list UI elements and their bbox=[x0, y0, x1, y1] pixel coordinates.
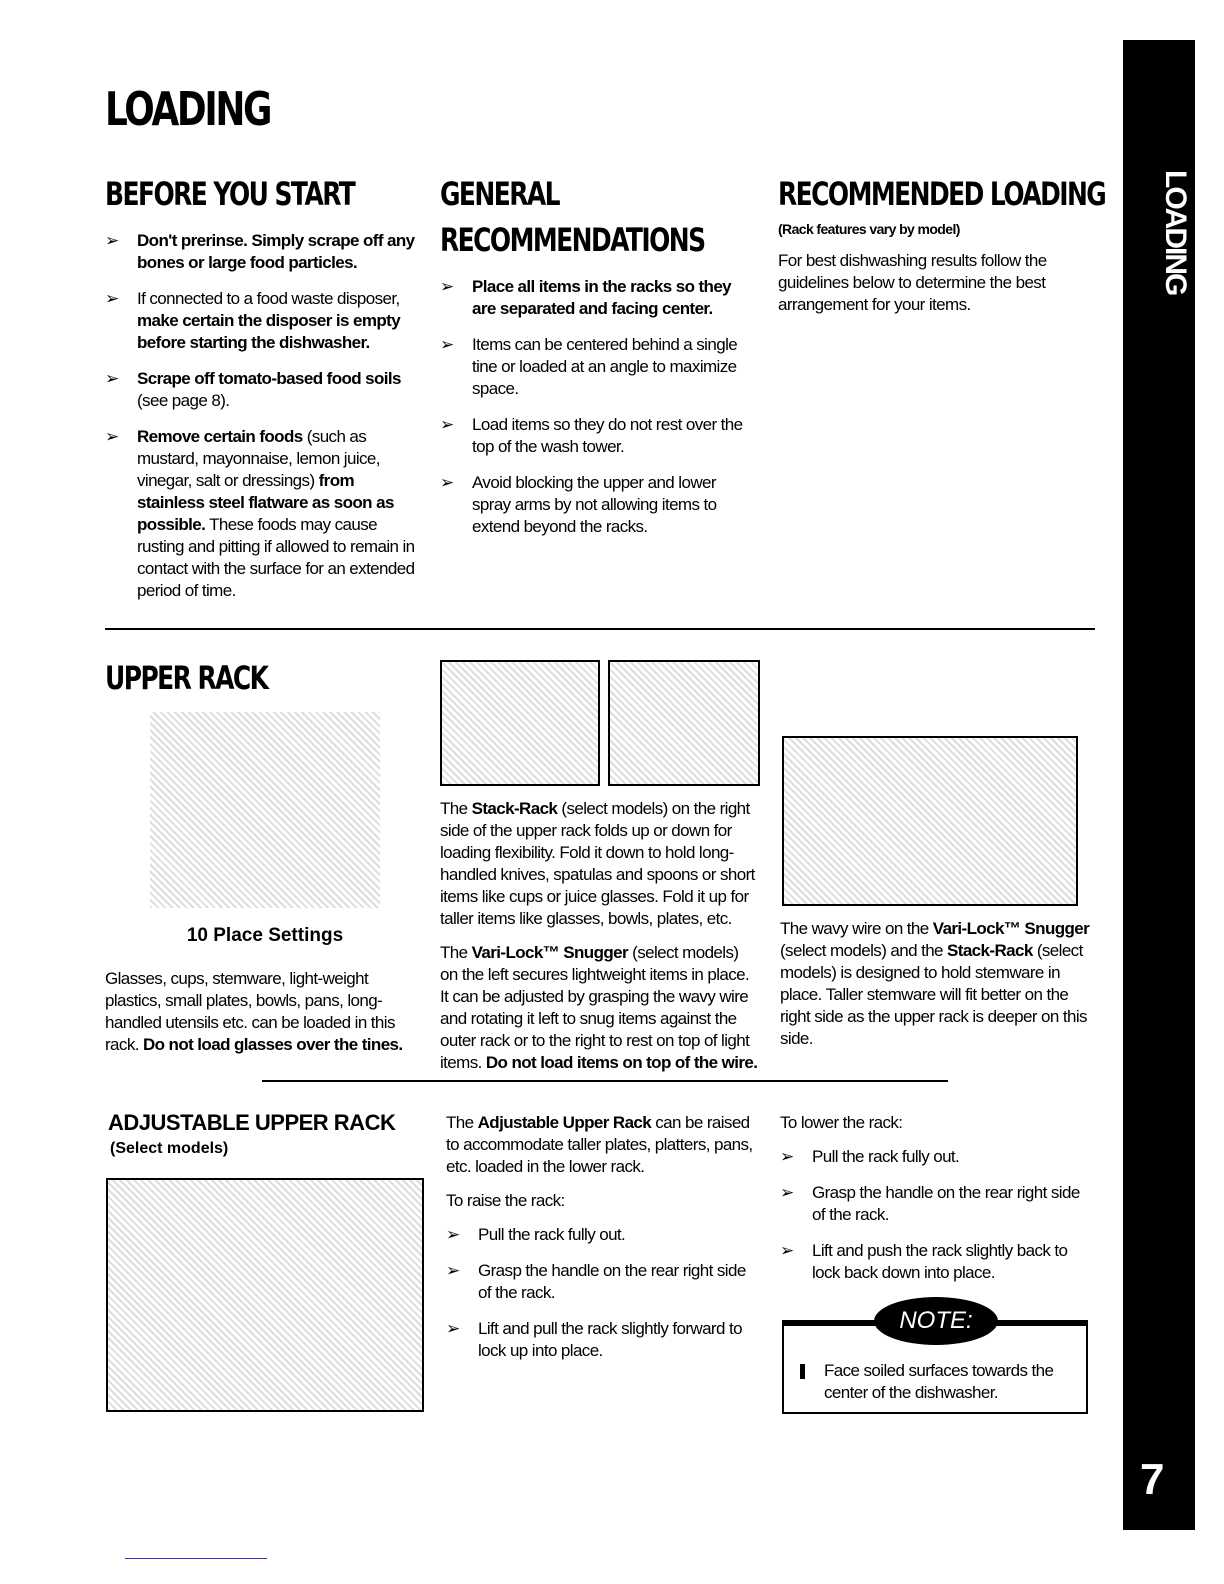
arrow-icon: ➢ bbox=[780, 1183, 794, 1202]
raise-label: To raise the rack: bbox=[446, 1191, 565, 1210]
divider bbox=[105, 628, 1095, 630]
adjustable-raise: The Adjustable Upper Rack can be raised to accommodate taller plates, platters, pans, etc. loaded in the lower rack. To raise the rack: ➢ Pull the rack fully out. ➢ Grasp the handle on the rear right side of the rack. ➢ Lift and pull the rack slightly forward to lock up into place. bbox=[446, 1112, 762, 1376]
arrow-icon: ➢ bbox=[105, 231, 119, 250]
arrow-icon: ➢ bbox=[105, 427, 119, 446]
list-item: ➢ Grasp the handle on the rear right side of the rack. bbox=[780, 1183, 1080, 1224]
arrow-icon: ➢ bbox=[440, 335, 454, 354]
arrow-icon: ➢ bbox=[105, 289, 119, 308]
list-item: ➢ Load items so they do not rest over the top of the wash tower. bbox=[440, 415, 743, 456]
arrow-icon: ➢ bbox=[105, 369, 119, 388]
recommended-heading: RECOMMENDED LOADING bbox=[778, 175, 1106, 213]
list-item: ➢ Avoid blocking the upper and lower spray arms by not allowing items to extend beyond the racks. bbox=[440, 473, 717, 536]
list-item: ➢ Place all items in the racks so they are separated and facing center. bbox=[440, 277, 732, 318]
adjustable-sub: (Select models) bbox=[110, 1140, 229, 1157]
lower-label: To lower the rack: bbox=[780, 1113, 903, 1132]
stack-rack-image-1 bbox=[440, 660, 600, 786]
list-item: ➢ Lift and push the rack slightly back to lock back down into place. bbox=[780, 1241, 1068, 1282]
section-tab-label: LOADING bbox=[1159, 170, 1192, 295]
note-label: NOTE: bbox=[874, 1297, 998, 1345]
arrow-icon: ➢ bbox=[440, 473, 454, 492]
snugger-image bbox=[782, 736, 1078, 906]
footer-line bbox=[125, 1558, 267, 1559]
list-item: ➢ Don't prerinse. Simply scrape off any bones or large food particles. bbox=[105, 231, 415, 272]
adjustable-rack-image bbox=[106, 1178, 424, 1412]
arrow-icon: ➢ bbox=[780, 1241, 794, 1260]
arrow-icon: ➢ bbox=[440, 415, 454, 434]
bullet-icon bbox=[800, 1364, 805, 1379]
list-item: ➢ Scrape off tomato-based food soils (see page 8). bbox=[105, 369, 401, 410]
arrow-icon: ➢ bbox=[446, 1225, 460, 1244]
upper-heading: UPPER RACK bbox=[105, 659, 268, 697]
recommended-block bbox=[778, 218, 1094, 328]
arrow-icon: ➢ bbox=[440, 277, 454, 296]
arrow-icon: ➢ bbox=[780, 1147, 794, 1166]
adjustable-heading: ADJUSTABLE UPPER RACK bbox=[108, 1110, 396, 1135]
list-item: ➢ Grasp the handle on the rear right side of the rack. bbox=[446, 1261, 746, 1302]
upper-text: Glasses, cups, stemware, light-weight plastics, small plates, bowls, pans, long-handled utensils etc. can be loaded in this rack. Do not load glasses over the tines. bbox=[105, 969, 403, 1054]
list-item: ➢ Items can be centered behind a single tine or loaded at an angle to maximize space. bbox=[440, 335, 738, 398]
divider bbox=[262, 1080, 948, 1082]
stack-rack-text: The Stack-Rack (select models) on the right side of the upper rack folds up or down for loading flexibility. Fold it down to hold long-handled knives, spatulas and spoons or short items like cups or juice glasses. Fold it up for taller items like glasses, bowls, plates, etc. The Vari-Lock™ Snugger (select models) on the left secures lightweight items in place. It can be adjusted by grasping the wavy wire and rotating it left to snug items against the outer rack or to the right to rest on top of light items. Do not load items on top of the wire. bbox=[440, 799, 758, 1072]
page-number: 7 bbox=[1140, 1455, 1165, 1504]
adjustable-lower bbox=[780, 1112, 1096, 1298]
general-heading-1: GENERAL bbox=[440, 175, 559, 213]
list-item: ➢ Lift and pull the rack slightly forward to lock up into place. bbox=[446, 1319, 742, 1360]
arrow-icon: ➢ bbox=[446, 1319, 460, 1338]
before-list bbox=[105, 230, 423, 616]
list-item: ➢ Remove certain foods (such as mustard, mayonnaise, lemon juice, vinegar, salt or dressings) from stainless steel flatware as soon as possible. These foods may cause rusting and pitting if allowed to remain in contact with the surface for an extended period of time. bbox=[105, 427, 415, 600]
stack-rack-image-2 bbox=[608, 660, 760, 786]
recommended-text: For best dishwashing results follow the guidelines below to determine the best arrangement for your items. bbox=[778, 251, 1047, 314]
before-heading: BEFORE YOU START bbox=[105, 175, 355, 213]
upper-rack-image bbox=[150, 712, 380, 908]
list-item: ➢ Pull the rack fully out. bbox=[780, 1147, 960, 1166]
recommended-sub: (Rack features vary by model) bbox=[778, 221, 960, 237]
page-title: LOADING bbox=[105, 82, 271, 136]
wavy-wire-text: The wavy wire on the Vari-Lock™ Snugger (select models) and the Stack-Rack (select models) is designed to hold stemware in place. Taller stemware will fit better on the right side as the upper rack is deeper on this side. bbox=[780, 919, 1090, 1048]
general-heading-2: RECOMMENDATIONS bbox=[440, 221, 705, 259]
note-text: Face soiled surfaces towards the center of the dishwasher. bbox=[824, 1361, 1054, 1402]
list-item: ➢ Pull the rack fully out. bbox=[446, 1225, 626, 1244]
upper-caption: 10 Place Settings bbox=[186, 925, 344, 946]
arrow-icon: ➢ bbox=[446, 1261, 460, 1280]
list-item: ➢ If connected to a food waste disposer, make certain the disposer is empty before starting the dishwasher. bbox=[105, 289, 401, 352]
general-list bbox=[440, 276, 758, 552]
